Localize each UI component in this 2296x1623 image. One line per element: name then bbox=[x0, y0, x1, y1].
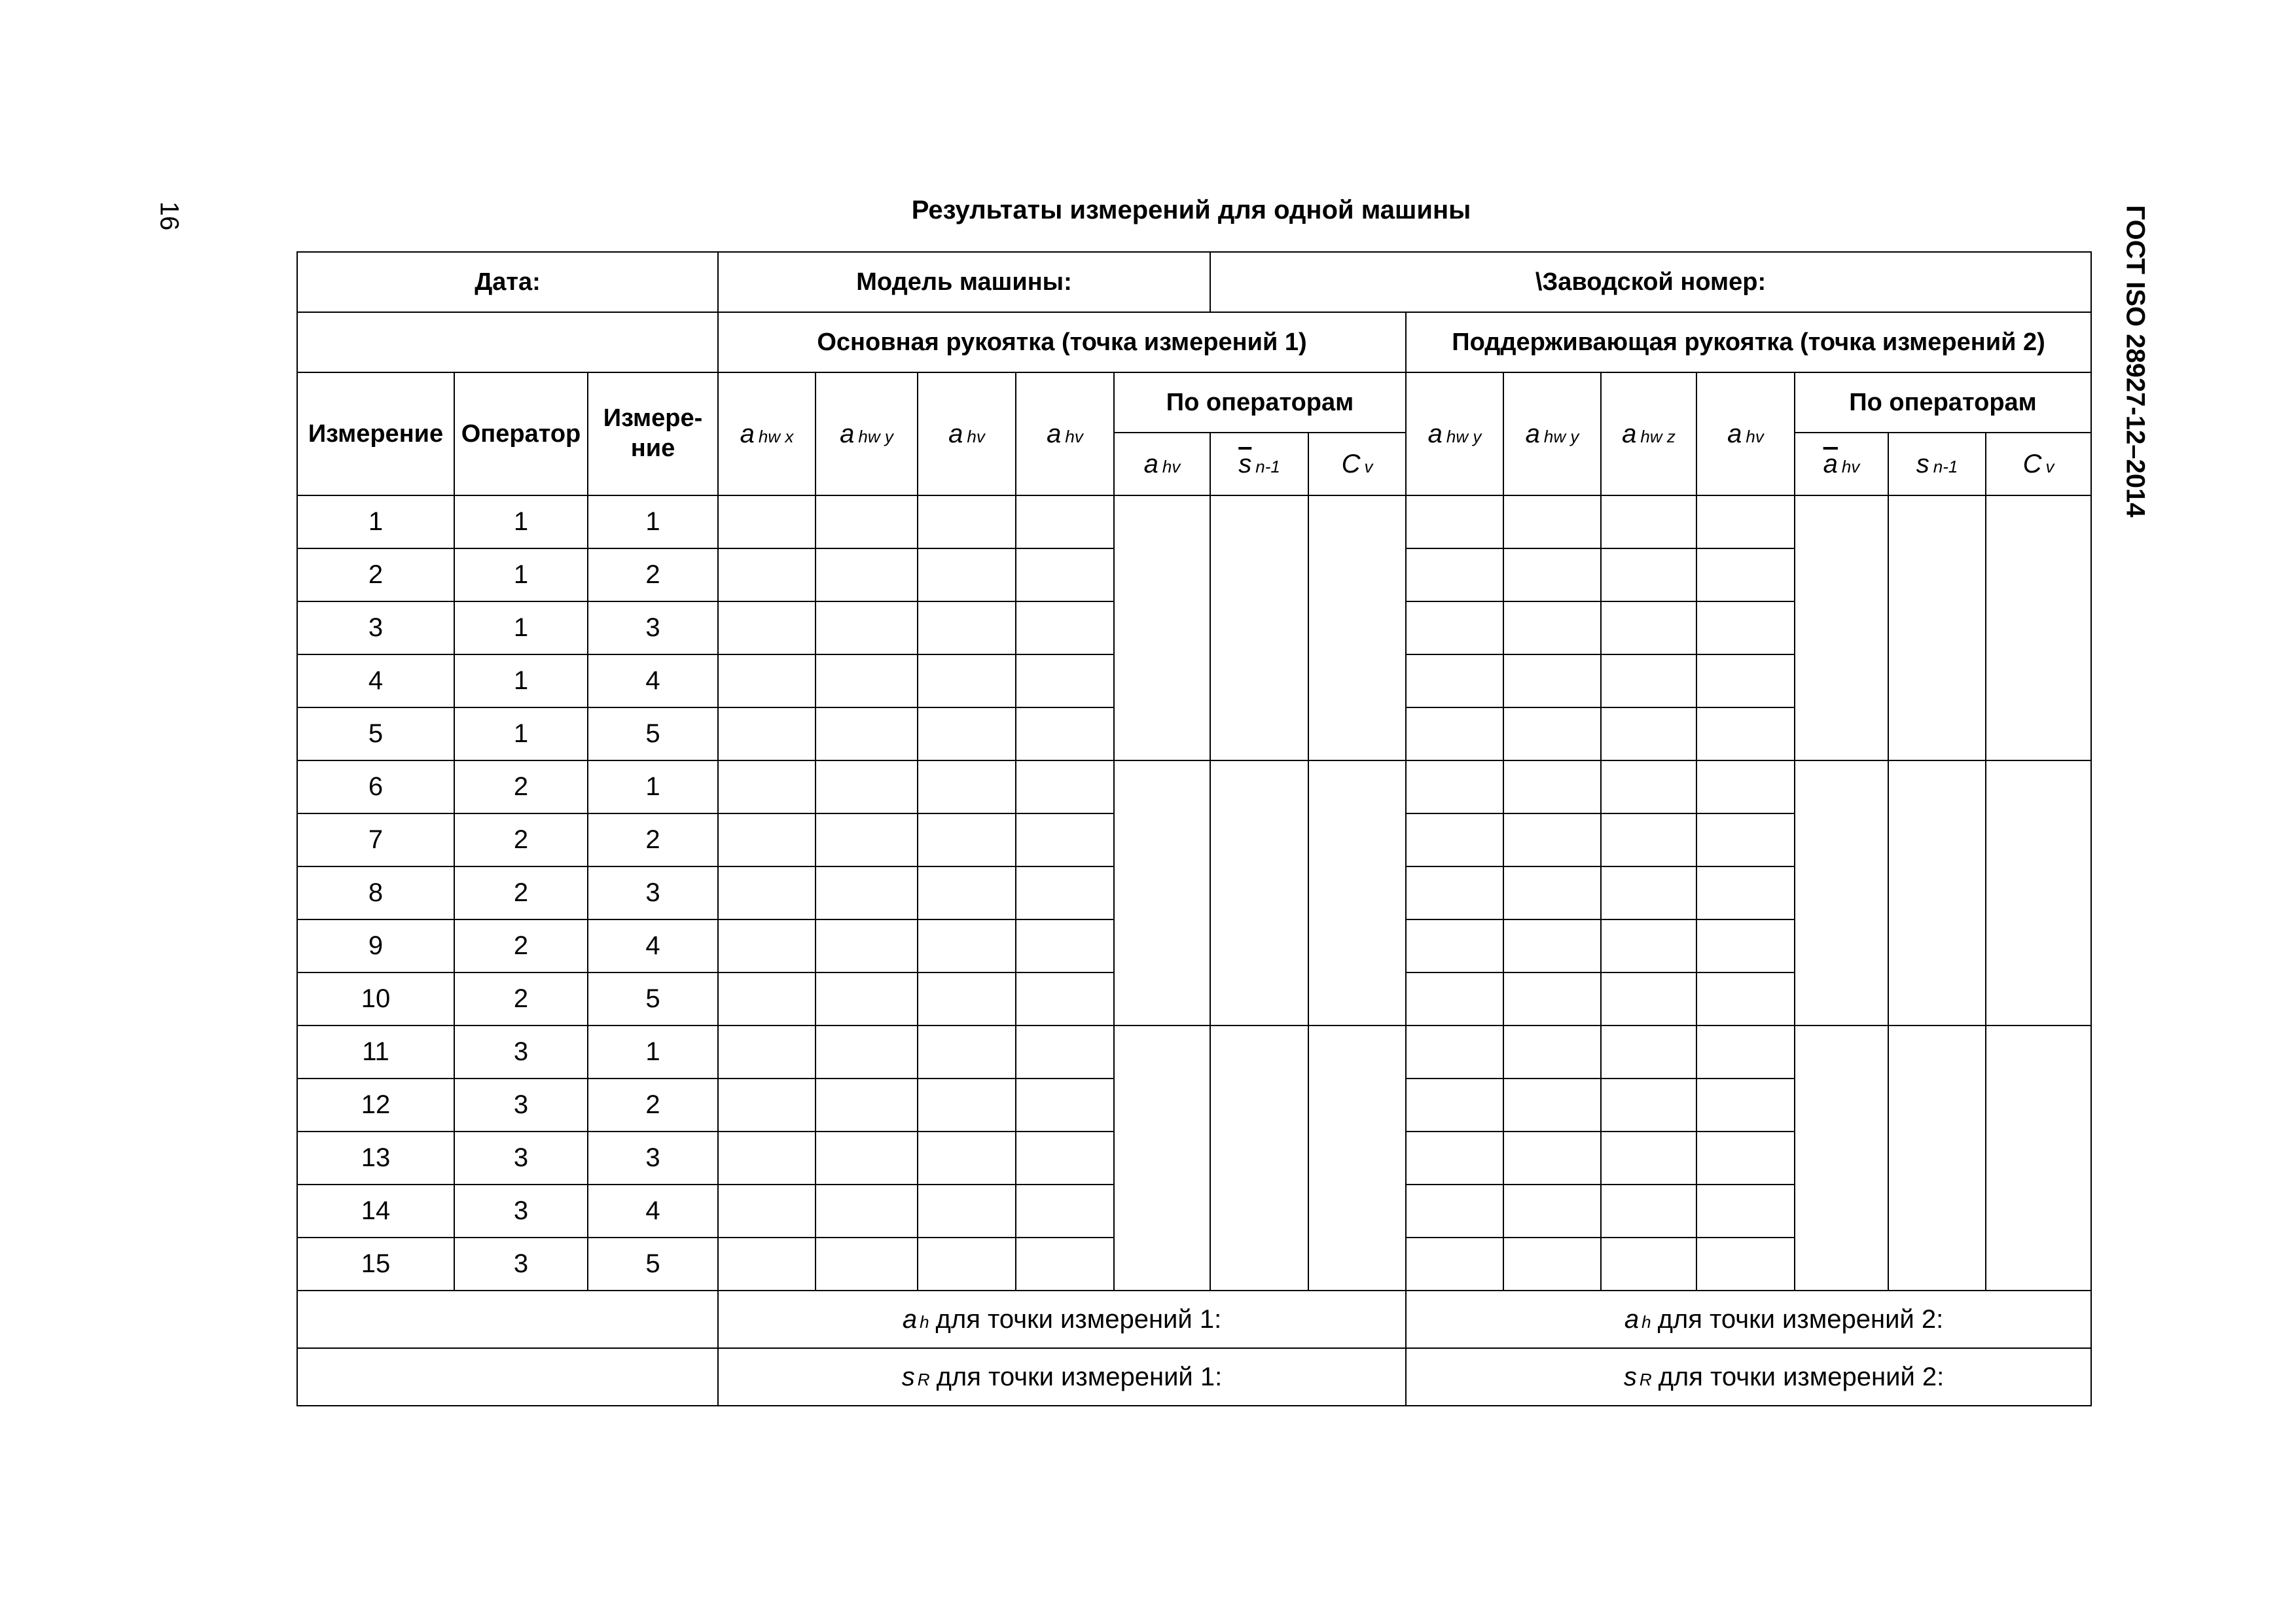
symbol-subscript: hv bbox=[967, 426, 985, 446]
measurement-number-cell: 15 bbox=[297, 1238, 454, 1291]
measurement-number-cell: 10 bbox=[297, 972, 454, 1026]
support-value-cell[interactable] bbox=[1601, 495, 1696, 548]
main-value-cell[interactable] bbox=[718, 1238, 816, 1291]
support-value-cell[interactable] bbox=[1696, 601, 1795, 654]
operator-cell: 3 bbox=[454, 1238, 588, 1291]
main-value-cell[interactable] bbox=[718, 707, 816, 760]
main-operator-stat-cell[interactable] bbox=[1308, 760, 1406, 1026]
support-value-cell[interactable] bbox=[1406, 1238, 1503, 1291]
operator-column-header: Оператор bbox=[454, 372, 588, 495]
operator-measurement-cell: 1 bbox=[588, 495, 718, 548]
support-value-cell[interactable] bbox=[1601, 1238, 1696, 1291]
measurement-number-cell: 7 bbox=[297, 813, 454, 866]
operator-measurement-cell: 5 bbox=[588, 972, 718, 1026]
main-value-cell[interactable] bbox=[816, 919, 918, 972]
main-value-cell[interactable] bbox=[1016, 1185, 1114, 1238]
measurement-number-cell: 14 bbox=[297, 1185, 454, 1238]
main-value-cell[interactable] bbox=[918, 1079, 1016, 1132]
main-value-cell[interactable] bbox=[918, 760, 1016, 813]
measurement-number-cell: 2 bbox=[297, 548, 454, 601]
main-symbol-header bbox=[918, 372, 1016, 495]
operator-cell: 1 bbox=[454, 654, 588, 707]
operator-measurement-column-header: Измере-ние bbox=[588, 372, 718, 495]
operator-cell: 2 bbox=[454, 813, 588, 866]
main-operator-stat-cell[interactable] bbox=[1308, 495, 1406, 760]
support-symbol-header bbox=[1503, 372, 1601, 495]
main-value-cell[interactable] bbox=[718, 1079, 816, 1132]
support-value-cell[interactable] bbox=[1406, 654, 1503, 707]
symbol-subscript: n-1 bbox=[1255, 456, 1280, 476]
main-value-cell[interactable] bbox=[816, 972, 918, 1026]
main-value-cell[interactable] bbox=[918, 707, 1016, 760]
sr-point2-cell bbox=[1406, 1348, 2091, 1406]
support-value-cell[interactable] bbox=[1601, 707, 1696, 760]
operator-cell: 2 bbox=[454, 919, 588, 972]
support-value-cell[interactable] bbox=[1406, 601, 1503, 654]
symbol-main: a bbox=[1622, 419, 1637, 448]
support-value-cell[interactable] bbox=[1503, 866, 1601, 919]
main-value-cell[interactable] bbox=[718, 760, 816, 813]
measurement-number-cell: 5 bbox=[297, 707, 454, 760]
main-value-cell[interactable] bbox=[918, 1026, 1016, 1079]
table-row bbox=[297, 1026, 2091, 1079]
main-value-cell[interactable] bbox=[718, 548, 816, 601]
main-value-cell[interactable] bbox=[918, 1132, 1016, 1185]
support-operator-stat-cell[interactable] bbox=[1795, 760, 1888, 1026]
symbol-main: s bbox=[1916, 449, 1929, 478]
operator-measurement-cell: 4 bbox=[588, 919, 718, 972]
operator-cell: 1 bbox=[454, 495, 588, 548]
support-operator-symbol-header bbox=[1888, 433, 1986, 495]
main-operator-stat-cell[interactable] bbox=[1114, 1026, 1210, 1291]
support-value-cell[interactable] bbox=[1601, 760, 1696, 813]
measurement-number-cell: 8 bbox=[297, 866, 454, 919]
model-label: Модель машины: bbox=[718, 252, 1210, 312]
symbol-main: a bbox=[1727, 419, 1742, 448]
symbol-subscript: v bbox=[1364, 456, 1373, 476]
support-value-cell[interactable] bbox=[1696, 813, 1795, 866]
operator-measurement-cell: 4 bbox=[588, 1185, 718, 1238]
operator-cell: 3 bbox=[454, 1079, 588, 1132]
support-value-cell[interactable] bbox=[1406, 1185, 1503, 1238]
support-value-cell[interactable] bbox=[1696, 1079, 1795, 1132]
support-value-cell[interactable] bbox=[1503, 1238, 1601, 1291]
symbol-main: a bbox=[740, 419, 755, 448]
measurement-column-header: Измерение bbox=[297, 372, 454, 495]
main-value-cell[interactable] bbox=[1016, 654, 1114, 707]
measurement-results-table bbox=[296, 251, 2092, 1406]
symbol-main: a bbox=[948, 419, 963, 448]
main-value-cell[interactable] bbox=[816, 813, 918, 866]
support-value-cell[interactable] bbox=[1601, 1026, 1696, 1079]
support-value-cell[interactable] bbox=[1696, 919, 1795, 972]
support-value-cell[interactable] bbox=[1696, 1132, 1795, 1185]
support-operator-stat-cell[interactable] bbox=[1986, 1026, 2091, 1291]
main-value-cell[interactable] bbox=[918, 1238, 1016, 1291]
support-value-cell[interactable] bbox=[1696, 495, 1795, 548]
main-operator-symbol-header bbox=[1210, 433, 1308, 495]
main-operator-symbol-header bbox=[1308, 433, 1406, 495]
measurement-number-cell: 12 bbox=[297, 1079, 454, 1132]
operator-cell: 1 bbox=[454, 707, 588, 760]
support-value-cell[interactable] bbox=[1601, 866, 1696, 919]
main-value-cell[interactable] bbox=[918, 548, 1016, 601]
main-value-cell[interactable] bbox=[816, 601, 918, 654]
support-operator-stat-cell[interactable] bbox=[1795, 1026, 1888, 1291]
support-symbol-header bbox=[1601, 372, 1696, 495]
main-value-cell[interactable] bbox=[816, 1238, 918, 1291]
ah-point1-label: для точки измерений 1: bbox=[935, 1304, 1222, 1334]
main-value-cell[interactable] bbox=[718, 495, 816, 548]
support-value-cell[interactable] bbox=[1696, 972, 1795, 1026]
support-value-cell[interactable] bbox=[1503, 654, 1601, 707]
main-value-cell[interactable] bbox=[718, 654, 816, 707]
standard-code: ГОСТ ISO 28927-12–2014 bbox=[2121, 205, 2150, 518]
support-value-cell[interactable] bbox=[1503, 972, 1601, 1026]
measurement-number-cell: 9 bbox=[297, 919, 454, 972]
support-value-cell[interactable] bbox=[1503, 495, 1601, 548]
operator-measurement-cell: 2 bbox=[588, 1079, 718, 1132]
date-label: Дата: bbox=[297, 252, 718, 312]
page-number: 16 bbox=[154, 201, 184, 231]
symbol-subscript: hw x bbox=[758, 426, 794, 446]
support-value-cell[interactable] bbox=[1696, 548, 1795, 601]
main-value-cell[interactable] bbox=[816, 548, 918, 601]
main-value-cell[interactable] bbox=[918, 919, 1016, 972]
support-operator-stat-cell[interactable] bbox=[1795, 495, 1888, 760]
measurement-number-cell: 6 bbox=[297, 760, 454, 813]
operator-cell: 2 bbox=[454, 760, 588, 813]
support-value-cell[interactable] bbox=[1696, 654, 1795, 707]
symbol-main: a bbox=[1427, 419, 1443, 448]
main-handle-group-header: Основная рукоятка (точка измерений 1) bbox=[718, 312, 1406, 372]
operator-cell: 1 bbox=[454, 601, 588, 654]
main-value-cell[interactable] bbox=[1016, 548, 1114, 601]
operator-measurement-cell: 3 bbox=[588, 1132, 718, 1185]
support-value-cell[interactable] bbox=[1406, 813, 1503, 866]
symbol-subscript: R bbox=[1639, 1369, 1652, 1389]
symbol-main: $\overline{s}$ bbox=[1238, 449, 1252, 478]
support-value-cell[interactable] bbox=[1601, 919, 1696, 972]
main-value-cell[interactable] bbox=[718, 1132, 816, 1185]
symbol-main: C bbox=[1341, 449, 1361, 478]
support-handle-group-header: Поддерживающая рукоятка (точка измерений 2) bbox=[1406, 312, 2091, 372]
support-symbol-header bbox=[1696, 372, 1795, 495]
main-operator-stat-cell[interactable] bbox=[1114, 760, 1210, 1026]
symbol-main: a bbox=[1143, 449, 1158, 478]
main-by-operators-header: По операторам bbox=[1114, 372, 1406, 433]
support-value-cell[interactable] bbox=[1406, 495, 1503, 548]
serial-number-label: \Заводской номер: bbox=[1210, 252, 2091, 312]
symbol-main: a bbox=[1525, 419, 1540, 448]
ah-point1-cell bbox=[718, 1291, 1406, 1348]
symbol-main: s bbox=[901, 1362, 915, 1391]
main-value-cell[interactable] bbox=[918, 654, 1016, 707]
operator-cell: 1 bbox=[454, 548, 588, 601]
support-value-cell[interactable] bbox=[1406, 972, 1503, 1026]
main-value-cell[interactable] bbox=[1016, 760, 1114, 813]
footer-blank-cell bbox=[297, 1291, 718, 1348]
main-value-cell[interactable] bbox=[1016, 813, 1114, 866]
main-operator-stat-cell[interactable] bbox=[1210, 760, 1308, 1026]
support-operator-stat-cell[interactable] bbox=[1986, 760, 2091, 1026]
main-value-cell[interactable] bbox=[1016, 707, 1114, 760]
main-value-cell[interactable] bbox=[1016, 495, 1114, 548]
main-value-cell[interactable] bbox=[918, 1185, 1016, 1238]
support-value-cell[interactable] bbox=[1696, 760, 1795, 813]
support-value-cell[interactable] bbox=[1503, 813, 1601, 866]
support-operator-symbol-header bbox=[1795, 433, 1888, 495]
symbol-subscript: h bbox=[920, 1311, 929, 1332]
measurement-number-cell: 4 bbox=[297, 654, 454, 707]
support-value-cell[interactable] bbox=[1601, 548, 1696, 601]
symbol-main: s bbox=[1623, 1362, 1637, 1391]
support-symbol-header bbox=[1406, 372, 1503, 495]
main-value-cell[interactable] bbox=[718, 601, 816, 654]
measurement-number-cell: 11 bbox=[297, 1026, 454, 1079]
support-value-cell[interactable] bbox=[1696, 1185, 1795, 1238]
main-value-cell[interactable] bbox=[718, 1185, 816, 1238]
support-value-cell[interactable] bbox=[1406, 760, 1503, 813]
measurement-number-cell: 1 bbox=[297, 495, 454, 548]
operator-measurement-cell: 2 bbox=[588, 813, 718, 866]
symbol-subscript: hv bbox=[1065, 426, 1083, 446]
symbol-subscript: n-1 bbox=[1933, 456, 1958, 476]
support-operator-stat-cell[interactable] bbox=[1986, 495, 2091, 760]
support-value-cell[interactable] bbox=[1406, 919, 1503, 972]
main-value-cell[interactable] bbox=[1016, 1238, 1114, 1291]
operator-cell: 2 bbox=[454, 866, 588, 919]
support-operator-stat-cell[interactable] bbox=[1888, 495, 1986, 760]
support-value-cell[interactable] bbox=[1696, 1238, 1795, 1291]
support-value-cell[interactable] bbox=[1406, 866, 1503, 919]
support-by-operators-header: По операторам bbox=[1795, 372, 2091, 433]
main-operator-stat-cell[interactable] bbox=[1210, 495, 1308, 760]
main-value-cell[interactable] bbox=[718, 919, 816, 972]
main-value-cell[interactable] bbox=[816, 707, 918, 760]
support-value-cell[interactable] bbox=[1503, 1185, 1601, 1238]
ah-point2-cell bbox=[1406, 1291, 2091, 1348]
support-value-cell[interactable] bbox=[1503, 1132, 1601, 1185]
symbol-subscript: hv bbox=[1841, 456, 1860, 476]
footer-blank-cell bbox=[297, 1348, 718, 1406]
support-value-cell[interactable] bbox=[1601, 972, 1696, 1026]
sr-point1-label: для точки измерений 1: bbox=[936, 1362, 1223, 1391]
main-symbol-header bbox=[718, 372, 816, 495]
support-value-cell[interactable] bbox=[1601, 1079, 1696, 1132]
symbol-subscript: R bbox=[917, 1369, 930, 1389]
symbol-subscript: hw y bbox=[1446, 426, 1482, 446]
table-title: Результаты измерений для одной машины bbox=[911, 196, 1471, 224]
symbol-subscript: h bbox=[1641, 1311, 1651, 1332]
ah-point2-label: для точки измерений 2: bbox=[1657, 1304, 1944, 1334]
symbol-subscript: hv bbox=[1162, 456, 1181, 476]
operator-measurement-cell: 1 bbox=[588, 760, 718, 813]
header-blank-cell bbox=[297, 312, 718, 372]
symbol-subscript: v bbox=[2045, 456, 2054, 476]
main-value-cell[interactable] bbox=[816, 1079, 918, 1132]
symbol-subscript: hw y bbox=[858, 426, 893, 446]
support-operator-stat-cell[interactable] bbox=[1888, 760, 1986, 1026]
support-value-cell[interactable] bbox=[1601, 813, 1696, 866]
support-value-cell[interactable] bbox=[1406, 1079, 1503, 1132]
operator-cell: 3 bbox=[454, 1185, 588, 1238]
support-value-cell[interactable] bbox=[1601, 654, 1696, 707]
operator-measurement-cell: 3 bbox=[588, 866, 718, 919]
symbol-main: a bbox=[840, 419, 855, 448]
support-value-cell[interactable] bbox=[1406, 707, 1503, 760]
main-value-cell[interactable] bbox=[816, 1026, 918, 1079]
main-value-cell[interactable] bbox=[918, 813, 1016, 866]
main-value-cell[interactable] bbox=[1016, 919, 1114, 972]
support-value-cell[interactable] bbox=[1503, 707, 1601, 760]
main-value-cell[interactable] bbox=[918, 601, 1016, 654]
support-value-cell[interactable] bbox=[1406, 548, 1503, 601]
table-row bbox=[297, 760, 2091, 813]
main-operator-stat-cell[interactable] bbox=[1210, 1026, 1308, 1291]
support-value-cell[interactable] bbox=[1601, 1185, 1696, 1238]
operator-cell: 3 bbox=[454, 1132, 588, 1185]
symbol-main: a bbox=[902, 1304, 918, 1334]
support-value-cell[interactable] bbox=[1696, 1026, 1795, 1079]
main-value-cell[interactable] bbox=[718, 972, 816, 1026]
support-value-cell[interactable] bbox=[1696, 866, 1795, 919]
measurement-number-cell: 3 bbox=[297, 601, 454, 654]
main-value-cell[interactable] bbox=[1016, 1079, 1114, 1132]
main-symbol-header bbox=[1016, 372, 1114, 495]
main-value-cell[interactable] bbox=[816, 866, 918, 919]
support-operator-stat-cell[interactable] bbox=[1888, 1026, 1986, 1291]
symbol-main: C bbox=[2022, 449, 2042, 478]
operator-measurement-cell: 2 bbox=[588, 548, 718, 601]
sr-point1-cell bbox=[718, 1348, 1406, 1406]
support-value-cell[interactable] bbox=[1601, 601, 1696, 654]
operator-measurement-cell: 4 bbox=[588, 654, 718, 707]
operator-cell: 3 bbox=[454, 1026, 588, 1079]
symbol-subscript: hw z bbox=[1640, 426, 1676, 446]
sr-point2-label: для точки измерений 2: bbox=[1658, 1362, 1945, 1391]
support-value-cell[interactable] bbox=[1406, 1026, 1503, 1079]
main-value-cell[interactable] bbox=[718, 866, 816, 919]
main-value-cell[interactable] bbox=[1016, 601, 1114, 654]
main-value-cell[interactable] bbox=[918, 866, 1016, 919]
symbol-main: a bbox=[1047, 419, 1062, 448]
symbol-subscript: hv bbox=[1746, 426, 1764, 446]
main-operator-stat-cell[interactable] bbox=[1308, 1026, 1406, 1291]
support-value-cell[interactable] bbox=[1406, 1132, 1503, 1185]
operator-measurement-cell: 5 bbox=[588, 707, 718, 760]
main-value-cell[interactable] bbox=[816, 1185, 918, 1238]
operator-measurement-cell: 3 bbox=[588, 601, 718, 654]
main-value-cell[interactable] bbox=[816, 1132, 918, 1185]
support-operator-symbol-header bbox=[1986, 433, 2091, 495]
main-operator-stat-cell[interactable] bbox=[1114, 495, 1210, 760]
table-row bbox=[297, 495, 2091, 548]
main-operator-symbol-header bbox=[1114, 433, 1210, 495]
main-value-cell[interactable] bbox=[718, 1026, 816, 1079]
measurement-number-cell: 13 bbox=[297, 1132, 454, 1185]
main-value-cell[interactable] bbox=[816, 654, 918, 707]
operator-measurement-cell: 5 bbox=[588, 1238, 718, 1291]
main-value-cell[interactable] bbox=[1016, 972, 1114, 1026]
support-value-cell[interactable] bbox=[1503, 548, 1601, 601]
symbol-main: $\overline{a}$ bbox=[1823, 449, 1838, 478]
support-value-cell[interactable] bbox=[1503, 1026, 1601, 1079]
main-value-cell[interactable] bbox=[1016, 866, 1114, 919]
main-symbol-header bbox=[816, 372, 918, 495]
operator-cell: 2 bbox=[454, 972, 588, 1026]
support-value-cell[interactable] bbox=[1503, 919, 1601, 972]
main-value-cell[interactable] bbox=[1016, 1132, 1114, 1185]
symbol-main: a bbox=[1624, 1304, 1640, 1334]
support-value-cell[interactable] bbox=[1601, 1132, 1696, 1185]
operator-measurement-cell: 1 bbox=[588, 1026, 718, 1079]
support-value-cell[interactable] bbox=[1503, 1079, 1601, 1132]
main-value-cell[interactable] bbox=[918, 972, 1016, 1026]
main-value-cell[interactable] bbox=[1016, 1026, 1114, 1079]
support-value-cell[interactable] bbox=[1503, 760, 1601, 813]
main-value-cell[interactable] bbox=[816, 760, 918, 813]
main-value-cell[interactable] bbox=[718, 813, 816, 866]
main-value-cell[interactable] bbox=[816, 495, 918, 548]
main-value-cell[interactable] bbox=[918, 495, 1016, 548]
support-value-cell[interactable] bbox=[1696, 707, 1795, 760]
symbol-subscript: hw y bbox=[1543, 426, 1579, 446]
support-value-cell[interactable] bbox=[1503, 601, 1601, 654]
